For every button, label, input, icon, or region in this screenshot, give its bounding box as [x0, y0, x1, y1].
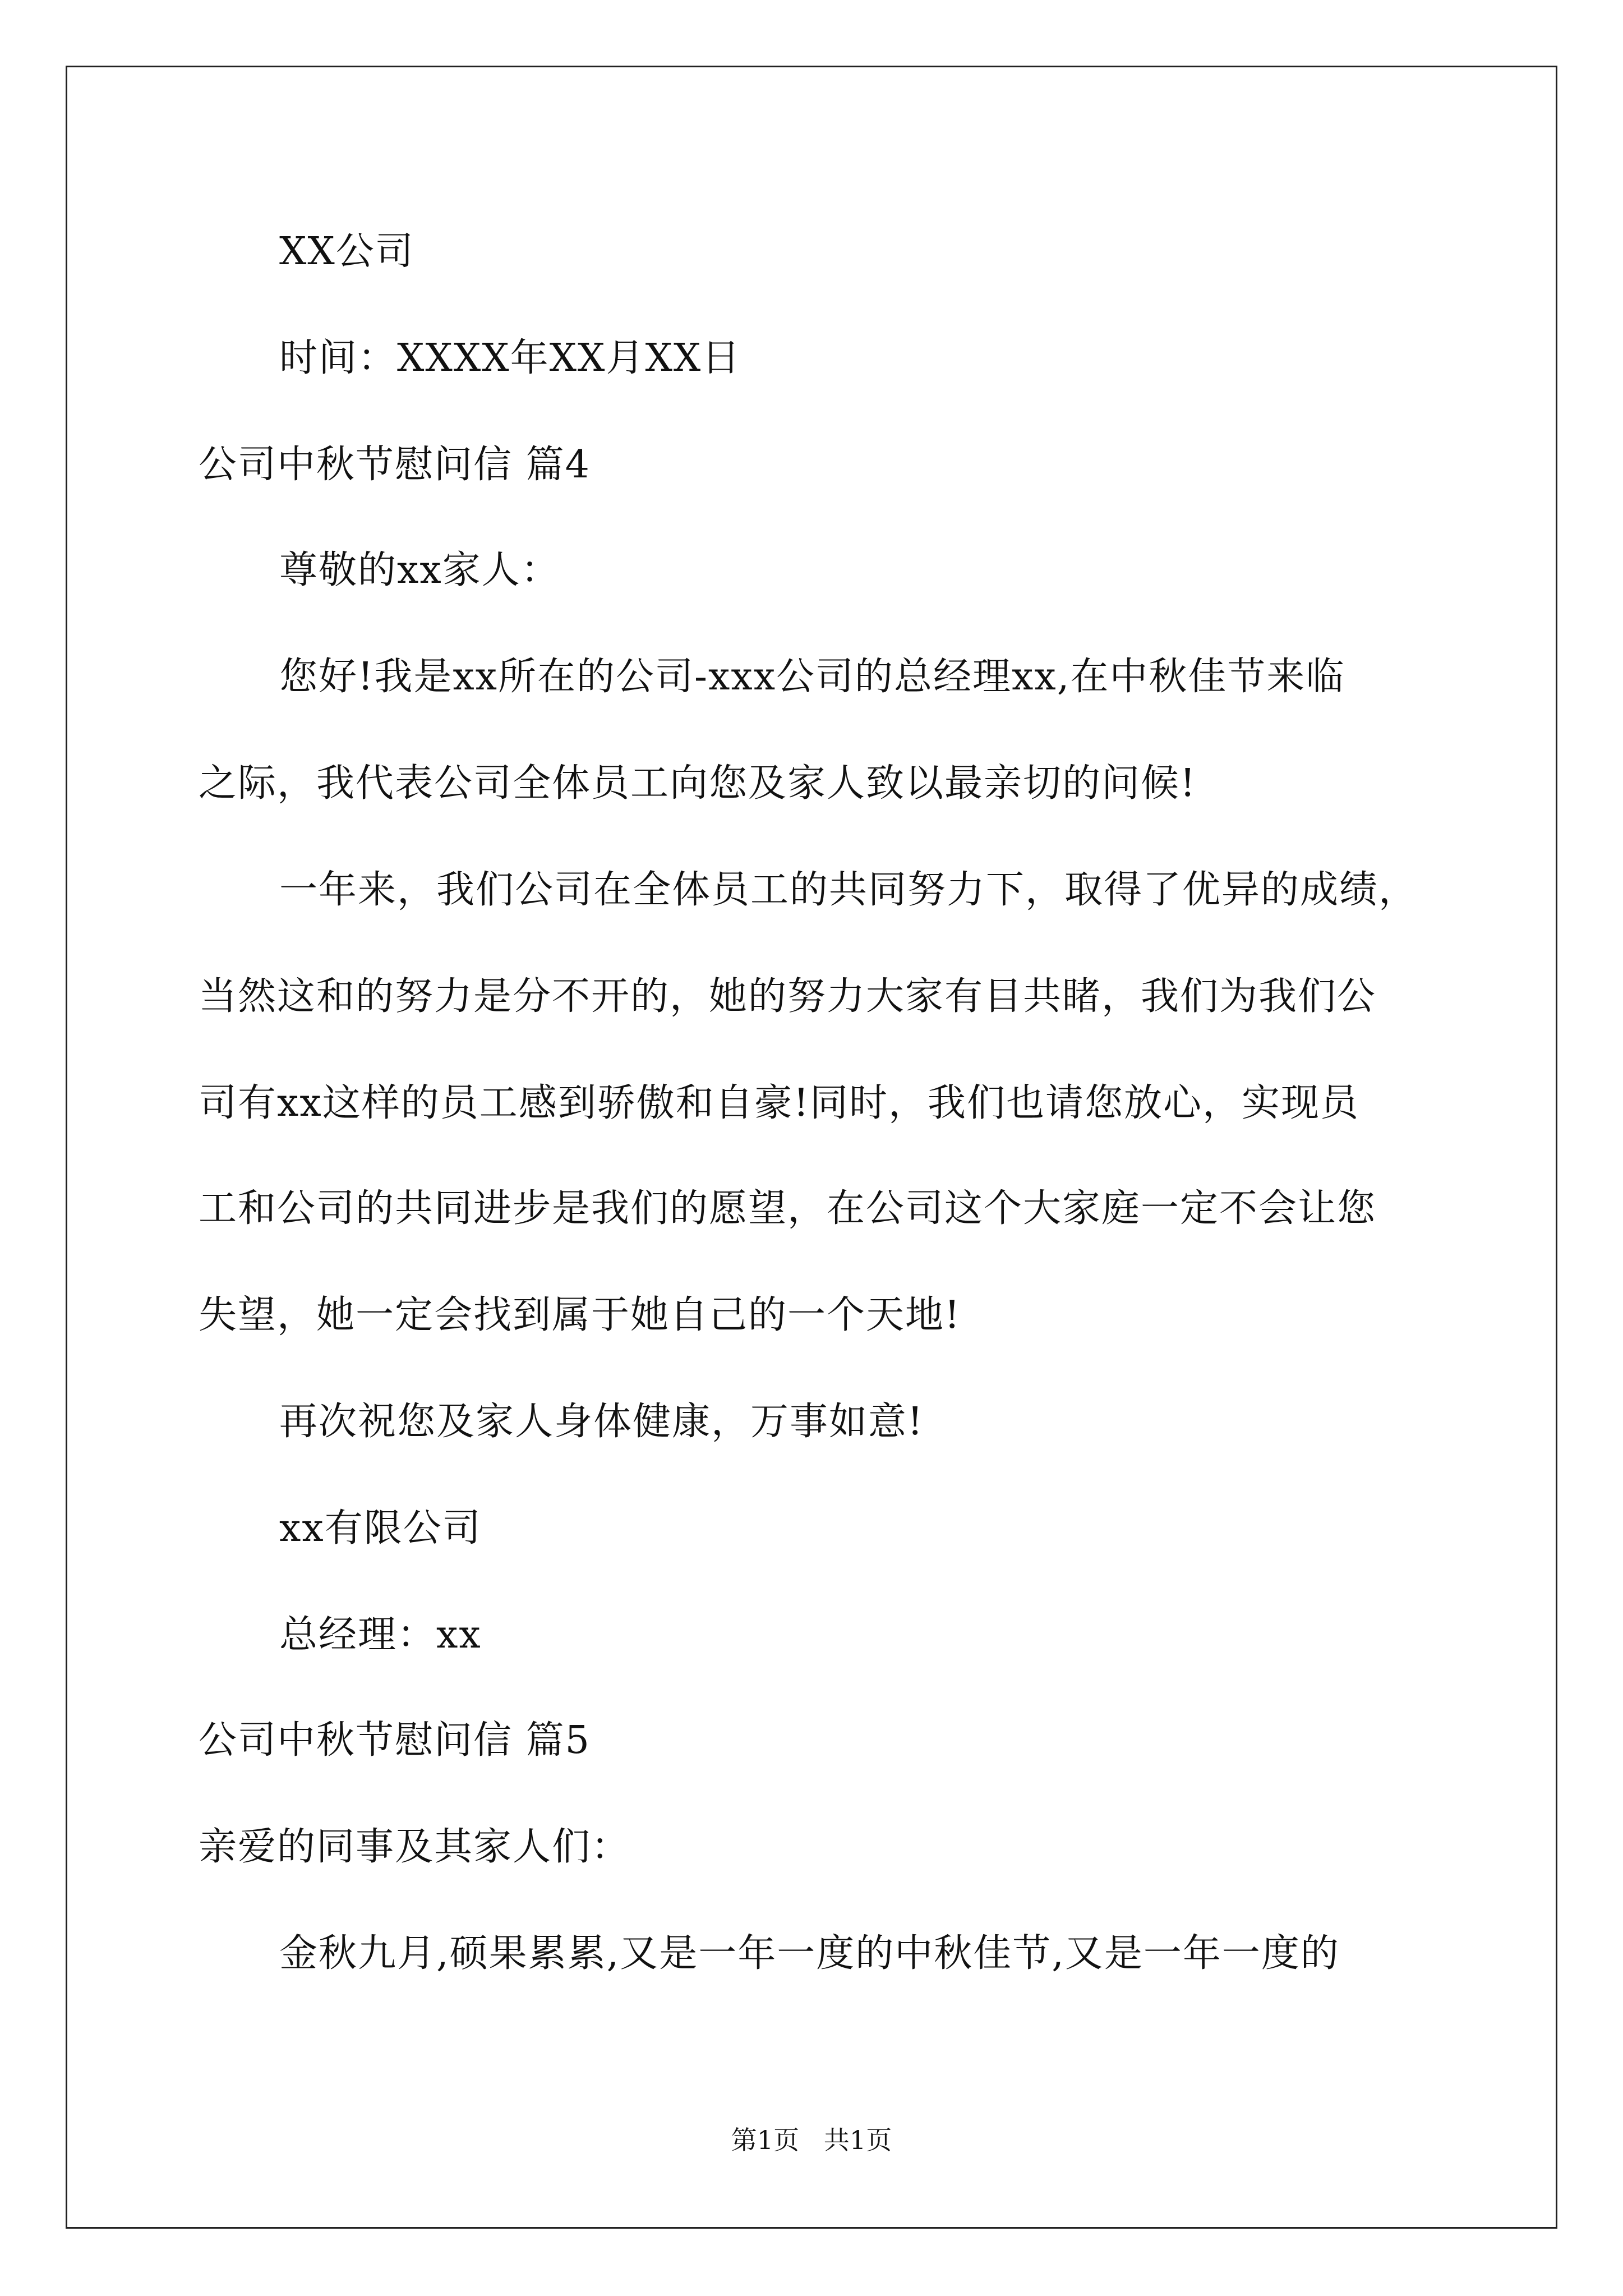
date-line: 时间：XXXX年XX月XX日	[279, 336, 741, 380]
page-number-footer: 第1页 共1页	[731, 2125, 892, 2155]
section-heading-5: 公司中秋节慰问信 篇5	[199, 1718, 591, 1763]
closing-wish-line: 再次祝您及家人身体健康，万事如意!	[279, 1400, 924, 1444]
salutation-line: 亲爱的同事及其家人们：	[199, 1825, 631, 1869]
body-line: 司有xx这样的员工感到骄傲和自豪!同时，我们也请您放心，实现员	[199, 1081, 1360, 1125]
body-line: 金秋九月,硕果累累,又是一年一度的中秋佳节,又是一年一度的	[279, 1931, 1340, 1976]
company-name-line: XX公司	[279, 229, 414, 274]
salutation-line: 尊敬的xx家人：	[279, 548, 560, 592]
body-line: 当然这和的努力是分不开的，她的努力大家有目共睹，我们为我们公	[199, 974, 1377, 1019]
signature-company-line: xx有限公司	[279, 1506, 482, 1550]
body-line: 失望，她一定会找到属于她自己的一个天地!	[199, 1293, 961, 1337]
body-line: 工和公司的共同进步是我们的愿望，在公司这个大家庭一定不会让您	[199, 1186, 1377, 1231]
signature-title-line: 总经理：xx	[279, 1613, 482, 1657]
section-heading-4: 公司中秋节慰问信 篇4	[199, 443, 591, 487]
page-border	[66, 66, 1557, 2229]
body-line: 一年来，我们公司在全体员工的共同努力下，取得了优异的成绩，	[279, 868, 1418, 912]
body-line: 您好!我是xx所在的公司-xxx公司的总经理xx,在中秋佳节来临	[279, 655, 1345, 699]
body-line: 之际，我代表公司全体员工向您及家人致以最亲切的问候!	[199, 761, 1197, 806]
